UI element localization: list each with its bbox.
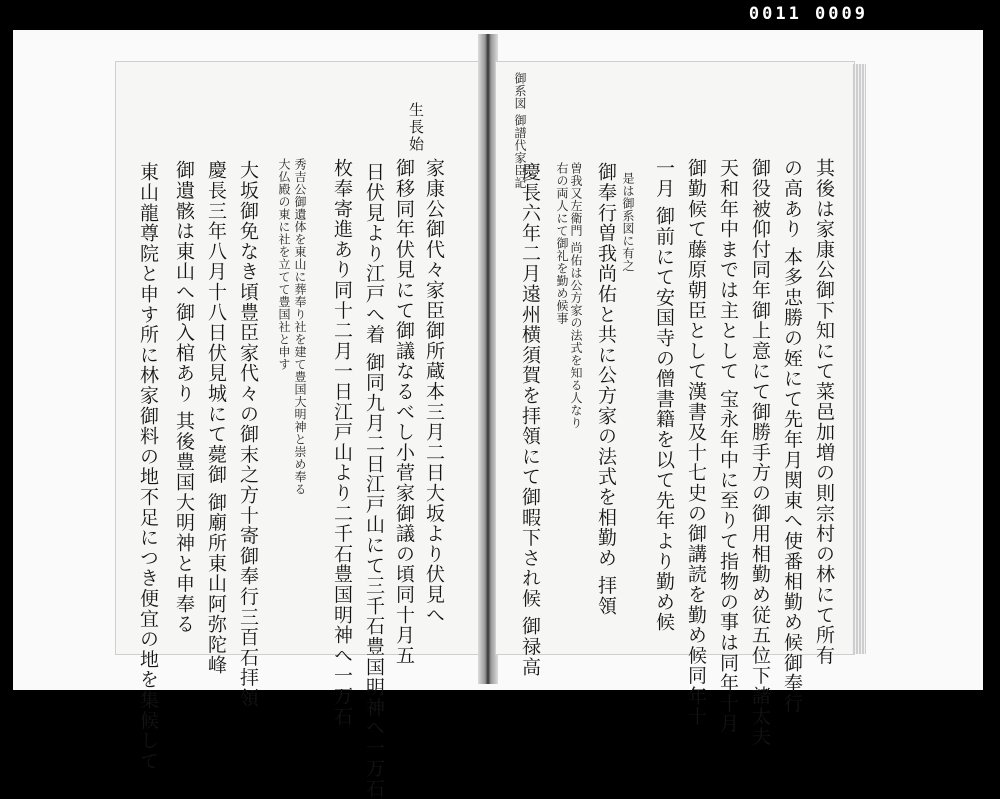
text-column: 御勤候て藤原朝臣として漢書及十七史の御講読を勤め候同年十 <box>685 158 707 727</box>
section-heading: 生長始 <box>407 102 425 153</box>
text-column: 御奉行曽我尚佑と共に公方家の法式を相勤め 拝領 <box>595 162 617 616</box>
book-gutter <box>478 34 498 684</box>
text-column: 東山龍尊院と申す所に林家御料の地不足につき便宜の地を集候して <box>137 162 159 771</box>
left-page <box>116 62 481 799</box>
text-column: 其後は家康公御下知にて菜邑加増の則宗村の林にて所有 <box>813 158 835 666</box>
annotation-column: 曽我又左衛門 尚佑は公方家の法式を知る人なり <box>569 162 583 429</box>
right-page <box>496 62 854 747</box>
text-column: 大坂御免なき頃豊臣家代々の御末之方十寄御奉行三百石拝領 <box>237 160 259 709</box>
text-column: 枚奉寄進あり同十二月一日江戸山より二千石豊国明神へ一万石 <box>331 158 353 727</box>
text-column: 慶長三年八月十八日伏見城にて薨御 御廟所東山阿弥陀峰 <box>205 160 227 675</box>
page-stack-edge <box>852 64 866 654</box>
margin-note: 是は御系図に有之 <box>621 172 635 272</box>
text-column: 御移同年伏見にて御議なるべし小菅家御議の頃同十月五 <box>393 158 415 666</box>
annotation-column: 秀吉公御遺体を東山に葬奉り社を建て豊国大明神と崇め奉る <box>293 158 307 496</box>
header-note: 御系図 御譜代家臣記 <box>513 72 527 189</box>
text-column: 慶長六年二月遠州横須賀を拝領にて御暇下され候 御禄高 <box>519 162 541 677</box>
text-column: の高あり 本多忠勝の姪にて先年月関東へ使番相勤め候御奉行 <box>781 158 803 714</box>
text-column: 御役被仰付同年御上意にて御勝手方の御用相勤め従五位下諸太夫 <box>749 158 771 747</box>
text-column: 日伏見より江戸へ着 御同九月二日江戸山にて三千石豊国明神へ一万石 <box>363 162 385 799</box>
text-column: 一月 御前にて安国寺の僧書籍を以て先年より勤め候 <box>653 158 675 633</box>
text-column: 御遺骸は東山へ御入棺あり 其後豊国大明神と申奉る <box>173 160 195 635</box>
frame-counter: 0011 0009 <box>748 4 868 24</box>
annotation-column: 右の両人にて御礼を勤め候事 <box>555 162 569 325</box>
text-column: 天和年中までは主として 宝永年中に至りて指物の事は同年十月 <box>717 158 739 734</box>
text-column: 家康公御代々家臣御所蔵本三月二日大坂より伏見へ <box>423 158 445 625</box>
annotation-column: 大仏殿の東に社を立てて豊国社と申す <box>277 158 291 371</box>
